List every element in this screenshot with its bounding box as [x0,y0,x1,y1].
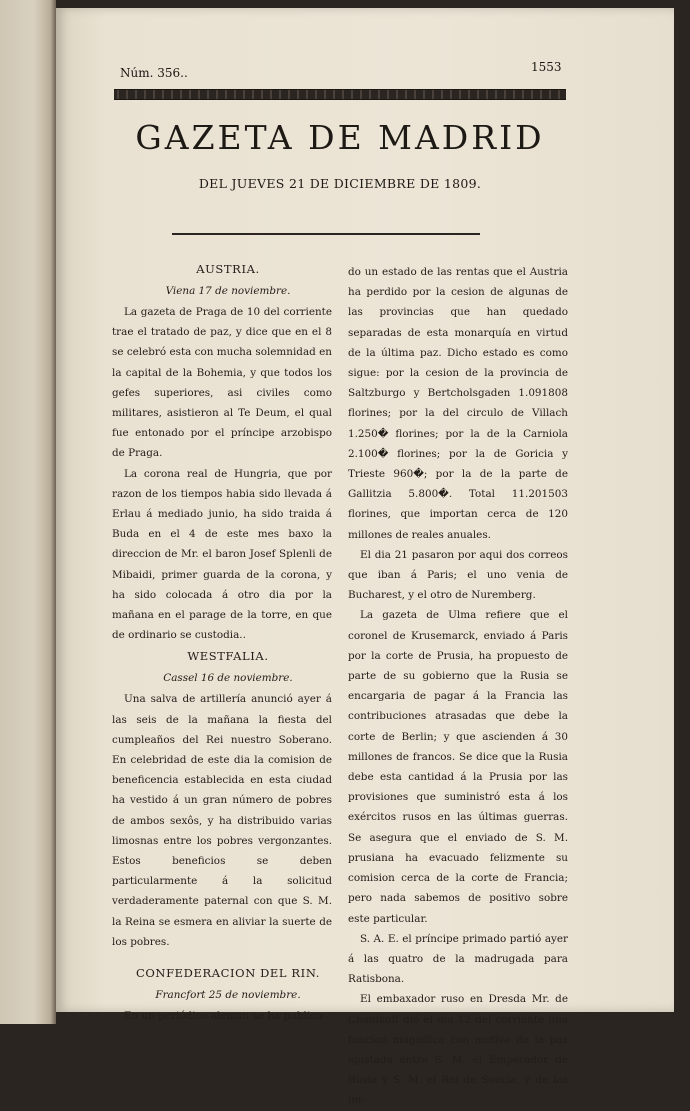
page-number: 1553 [531,60,562,74]
section-heading-austria: AUSTRIA. [196,262,260,276]
left-column [112,258,332,1026]
right-column [348,262,568,1111]
paragraph: El embaxador ruso en Dresda Mr. de Chanikoff dió el dia 12 del corriente una funcion magnífica con motivo de la paz ajustada entre S. M. el Emperador de Rusia y S. M. el Rei de Suecia, y de las im- [348,993,568,1107]
section-heading-confederacion: CONFEDERACION DEL RIN. [135,966,321,981]
facing-page-edge [0,0,56,1024]
date-rule [172,233,480,235]
masthead-title: GAZETA DE MADRID [135,118,545,157]
issue-date: DEL JUEVES 21 DE DICIEMBRE DE 1809. [198,176,482,191]
issue-number: Núm. 356.. [120,66,188,80]
paragraph: El dia 21 pasaron por aqui dos correos que iban á Paris; el uno venia de Bucharest, y el otro de Nuremberg. [348,548,568,602]
paragraph: La corona real de Hungria, que por razon de los tiempos habia sido llevada á Erlau á mediado junio, ha sido traida á Buda en el 4 de este mes baxo la direccion de Mr. el baron Josef Splenli de Mibaidi, primer guarda de la corona, y ha sido colocada á otro dia por la mañana en el parage de la torre, en que de ordinario se custodia.. [112,467,332,642]
paragraph: S. A. E. el príncipe primado partió ayer á las quatro de la madrugada para Ratisbona. [348,932,568,986]
paragraph: Una salva de artillería anunció ayer á las seis de la mañana la fiesta del cumpleaños del Rei nuestro Soberano. En celebridad de este dia la comision de beneficencia establecida en esta ciudad ha vestido á un gran número de pobres de ambos sexôs, y ha distribuido varias limosnas entre los pobres vergonzantes. Estos beneficios se deben particularmente á la solicitud verdaderamente paternal con que S. M. la Reina se esmera en aliviar la suerte de los pobres. [112,693,332,948]
dateline-cassel: Cassel 16 de noviembre. [163,672,293,685]
header-rule [114,89,566,100]
dateline-viena: Viena 17 de noviembre. [165,285,291,297]
paragraph: La gazeta de Praga de 10 del corriente trae el tratado de paz, y dice que en el 8 se celebró esta con mucha solemnidad en la capital de la Bohemia, y que todos los gefes superiores, asi civiles como militares, asistieron al Te Deum, el qual fue entonado por el príncipe arzobispo de Praga. [112,306,332,460]
section-heading-westfalia: WESTFALIA. [187,649,269,664]
dateline-francfort: Francfort 25 de noviembre. [155,989,301,1002]
paragraph: En un periódico aleman se ha publica- [124,1010,326,1023]
paragraph: La gazeta de Ulma refiere que el coronel de Krusemarck, enviado á Paris por la corte de Prusia, ha propuesto de parte de su gobierno que la Rusia se encargaria de pagar á la Francia las contribuciones atrasadas que debe la corte de Berlin; y que ascienden á 30 millones de francos. Se dice que la Rusia debe esta cantidad á la Prusia por las provisiones que suministró esta á los exércitos rusos en las últimas guerras. Se asegura que el enviado de S. M. prusiana ha evacuado felizmente su comision cerca de la corte de Francia; pero nada sabemos de positivo sobre este particular. [348,609,568,925]
paragraph: do un estado de las rentas que el Austria ha perdido por la cesion de algunas de las provincias que han quedado separadas de esta monarquía en virtud de la última paz. Dicho estado es como sigue: por la cesion de la provincia de Saltzburgo y Bertcholsgaden 1.091808 florines; por la del circulo de Villach 1.250� florines; por la de la Carniola 2.100� florines; por la de Goricia y Trieste 960�; por la de la parte de Gallitzia 5.800�. Total 11.201503 florines, que importan cerca de 120 millones de reales anuales. [348,266,568,541]
